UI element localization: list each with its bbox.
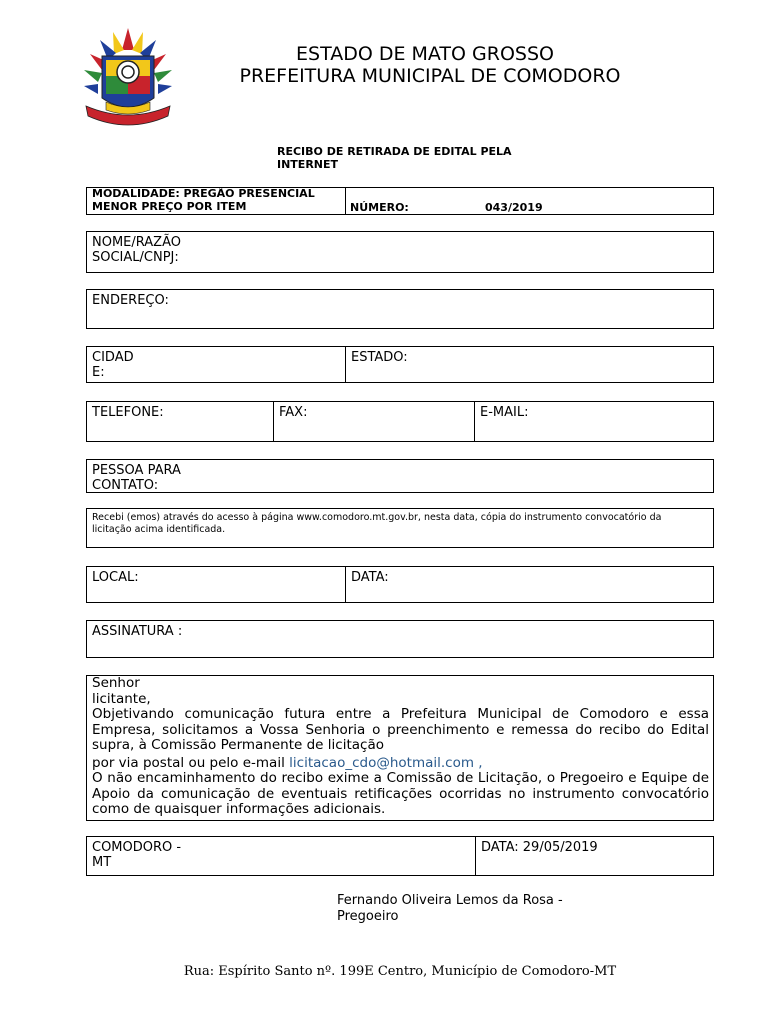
declaration-box <box>86 508 714 548</box>
letter-box <box>86 675 714 821</box>
contact-email-link[interactable]: licitacao_cdo@hotmail.com , <box>289 754 483 771</box>
place-field-label[interactable]: LOCAL: <box>92 570 139 585</box>
footer-address: Rua: Espírito Santo nº. 199E Centro, Município de Comodoro-MT <box>183 964 617 979</box>
footer-place-date-row <box>86 836 714 876</box>
footer-place: COMODORO - MT <box>92 840 182 870</box>
signatory-name: Fernando Oliveira Lemos da Rosa - Pregoeiro <box>337 893 563 924</box>
place-date-row <box>86 566 714 603</box>
letter-paragraph-1: Objetivando comunicação futura entre a Prefeitura Municipal de Comodoro e essa Empresa, solicitamos a Vossa Senhoria o preenchimento e remessa do recibo do Edital supra, à Comissão Permanente de licitação <box>92 706 709 753</box>
name-field-label: NOME/RAZÃO SOCIAL/CNPJ: <box>92 235 181 265</box>
state-heading: ESTADO DE MATO GROSSO <box>296 43 554 65</box>
city-state-row <box>86 346 714 383</box>
signature-field-label: ASSINATURA : <box>92 624 183 639</box>
receipt-title: RECIBO DE RETIRADA DE EDITAL PELA INTERNET <box>277 145 512 171</box>
footer-date: DATA: 29/05/2019 <box>481 840 598 855</box>
phone-field-label[interactable]: TELEFONE: <box>92 405 164 420</box>
modality-label: MODALIDADE: PREGÃO PRESENCIAL MENOR PREÇO POR ITEM <box>92 187 315 213</box>
contact-field-box[interactable] <box>86 459 714 493</box>
number-value: 043/2019 <box>485 201 543 214</box>
name-field-box[interactable] <box>86 231 714 273</box>
letter-email-prefix: por via postal ou pelo e-mail <box>92 754 285 771</box>
letter-paragraph-2 <box>92 756 709 772</box>
declaration-text: Recebi (emos) através do acesso à página www.comodoro.mt.gov.br, nesta data, cópia do instrumento convocatório da licitação acima identificada. <box>92 512 662 535</box>
email-field-label[interactable]: E-MAIL: <box>480 405 529 420</box>
date-field-label[interactable]: DATA: <box>351 570 389 585</box>
letter-greeting: Senhor licitante, <box>92 675 151 707</box>
prefecture-heading: PREFEITURA MUNICIPAL DE COMODORO <box>239 65 621 87</box>
contact-field-label: PESSOA PARA CONTATO: <box>92 463 181 493</box>
phone-fax-email-row <box>86 401 714 442</box>
state-field-label[interactable]: ESTADO: <box>351 350 408 365</box>
fax-field-label[interactable]: FAX: <box>279 405 308 420</box>
number-label: NÚMERO: <box>350 201 409 214</box>
modality-row <box>86 187 714 215</box>
address-field-label: ENDEREÇO: <box>92 293 169 308</box>
signature-field-box[interactable] <box>86 620 714 658</box>
address-field-box[interactable] <box>86 289 714 329</box>
letter-paragraph-3: O não encaminhamento do recibo exime a Comissão de Licitação, o Pregoeiro e Equipe de Apoio da comunicação de eventuais retificações ocorridas no instrumento convocatório como de quaisquer informações adicionais. <box>92 770 709 817</box>
coat-of-arms-logo <box>78 20 178 138</box>
city-field-label[interactable]: CIDADE: <box>92 350 134 380</box>
